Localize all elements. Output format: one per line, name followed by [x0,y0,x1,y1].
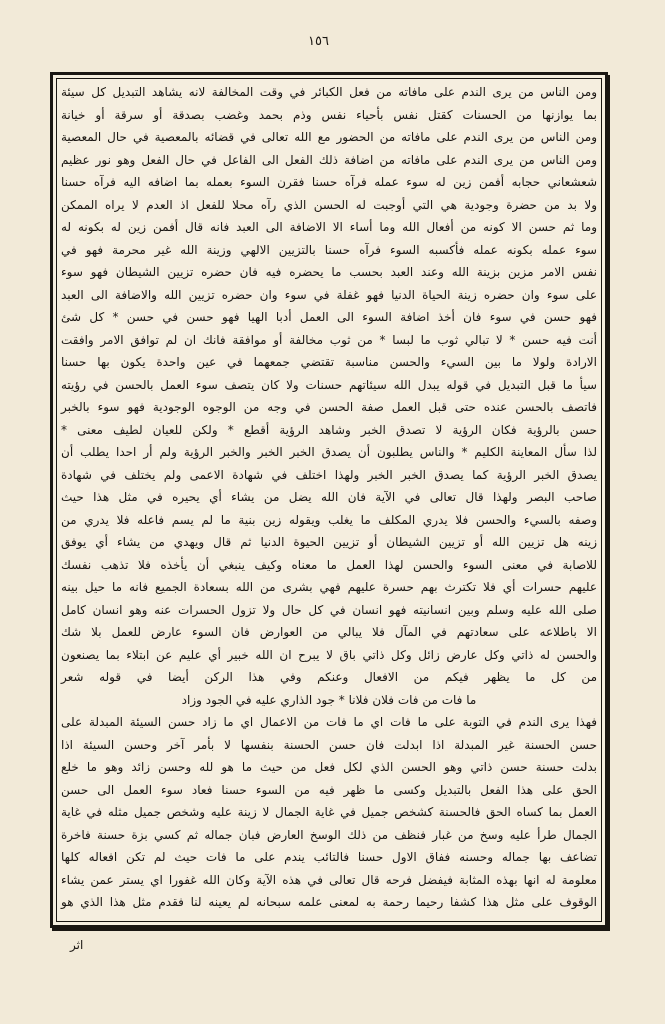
text-line: صلى الله عليه وسلم وبين انسانيته فهو انسان في كل حال ولا تزول الحسرات عنه وهو انسان كامل [61,602,597,617]
text-line: ومن الناس من يرى الندم على مافاته من الحضور مع الله تعالى في قضائه بالمعصية في حال المعصية [61,130,597,144]
text-line: وما ثم حسن الا كونه من أفعال الله وما أساء الا الاضافة الى العبد فانه قال أفمن زين له بكونه له [61,220,597,234]
text-line: يصدق الخبر الرؤية كما يصدق الخبر الخبر ولهذا اختلف في شهادة الاعمى ولم يختلف في شهادة [61,467,597,482]
text-line: عليهم حسرات أي فلا تكترث بهم حسرة عليهم فهي بشرى من الله بسعادة الجميع فانه ما حيل بينه [61,580,597,594]
text-line: صاحب البصر ولهذا قال تعالى في الآية فان الله يضل من يشاء أي يحيره في مثل هذا حيث [61,490,597,504]
text-line: فاتصف بالحسن عنده حتى قبل العمل صفة الحسن في وجه من الوجوه الوجودية فهو سوء بالخبر [61,400,597,414]
text-line: ومن الناس من يرى الندم على مافاته من اضافة ذلك الفعل الى الفاعل في حال الفعل وهو نور عظيم [61,152,597,167]
text-line: تضاعف بها جماله وحسنه ففاق الاول حسنا فالتائب يندم على ما فات حيث لم تكن افعاله كلها [61,850,597,864]
text-line: ولا بد من حضرة وجودية هي التي أوجبت له الحسن الذي رآه محلا للفعل اذ العدم لا يراه الممكن [61,197,597,212]
verse-line: ما فات من فات فلان فلانا * جود الذاري عليه في الجود وزاد [181,692,477,707]
text-line: العمل بما كساه الحق فالحسنة كشخص جميل في غاية الجمال لا زينة عليه وشخص جميل مثله في غاية [61,805,597,819]
text-line: وصفه بالسيء والحسن فلا يدري المكلف ما يغلب ويقوله زين بنية ما لم يسم فاعله فلا يدري من [61,512,597,527]
text-line: أنت فيه حسن * لا تبالي ثوب ما لبسا * من ثوب مخالفة أو موافقة فانك ان لم توافق الامر وافقت [61,332,597,347]
text-block [61,81,597,914]
text-line: بدلت حسنة حسن ذاتي وهو الحسن الذي لكل فعل من حيث ما هو لله وحسن زائد وهو ما خلع [61,760,597,774]
text-line: حسن الحسنة غير المبدلة اذا ابدلت فان حسن الحسنة بنفسها لا بأمر آخر وحسن السيئة اذا [61,737,597,752]
text-line: الارادة ولولا ما بين السيء والحسن مناسبة تقتضي جمعهما في عين واحدة يكون بها حسنا [61,355,597,369]
text-line: فهذا يرى الندم في التوبة على ما فات اي ما فات من الاعمال اي ما زاد حسن السيئة المبدلة على [61,715,597,729]
text-line: للاصابة في معنى السوء والحسن لهذا العمل ما معناه وكيف ينبغي أن يأخذه فلا تذهب نفسك [61,557,597,572]
text-line: معلومة له انها بهذه المثابة فيفضل فرحه قال تعالى في هذه الآية وكان الله غفورا اي يستر عمن يشاء [61,872,597,887]
text-line: الجمال طرأ عليه وسخ من غبار فنظف من ذلك الوسخ العارض فبان جماله ثم كسي بزة حسنة فاخرة [61,827,597,842]
text-line: ومن الناس من يرى الندم على مافاته من فعل الكبائر في وقت المخالفة لانه يشاهد التبديل كل سيئة [61,85,597,99]
text-line: على سوء وان حضره زينة الحياة الدنيا فهو غفلة في سوء وان حضره تزيين الله والاضافة الى العبد [61,287,597,302]
text-line: حسن بالرؤية فكان الرؤية لا تصدق الخبر وشاهد الرؤية أقطع * ولكن للعيان لطيف معنى * [61,422,597,437]
text-line: بما يوازنها من الحسنات كقتل نفس بأحياء نفس وذم بحمد وغضب بصدقة أو سرقة أو خيانة [61,107,597,122]
text-line: زينه هل تزيين الله أو تزيين الشيطان أو تزيين الحيوة الدنيا ثم قال ويهدي من يشاء أي يوفق [61,535,597,549]
text-line: شعشعاني حجابه أفمن زين له سوء عمله فرآه حسنا فقرن السوء بعمله بما اضافه اليه فرآه حسنا [61,175,597,189]
text-line: الوقوف على مثل هذا كشفا رحيما رحمة به لمعنى علمه سبحانه لم يعينه لنا فقدم مثل هذا الذي هو [61,895,597,909]
text-line: الا باطلاعه على سعادتهم في المآل فلا يبالي من العوارض فان السوء عارض للعمل بلا شك [61,625,597,639]
text-line: سوء عمله بكونه عمله فأكسبه السوء فرآه حسنا بالتزيين الالهي وزينة الله غير محرمة فهو في [61,242,597,257]
catchword: اثر [70,938,84,952]
text-line: لذا سأل المعاينة الكليم * والناس يطلبون أن يصدق الخبر الخبر والخبر الرؤية ولم أر احدا يطلب أن [61,445,597,459]
text-line: من كل ما يظهر فيكم من الافعال وعنكم وفي هذا الركن أيضا في قوله شعر [61,670,597,684]
text-frame [50,72,608,928]
text-line: سيأ ما قبل التبديل في قوله يبدل الله سيئاتهم حسنات ولا كان يتصف سوء العمل بالحسن في رؤيته [61,377,597,392]
text-line: والحسن له ذاتي وكل عارض زائل وكل ذاتي باق لا يبرح ان الله خبير أي عليم عن ابتلاء بما يصنعون [61,647,597,662]
page-number: ١٥٦ [308,34,329,49]
text-line: الحق على هذا الفعل بالتبديل وكسى ما ظهر فيه من السوء حسنا فعاد سوء العمل الى حسن [61,782,597,797]
text-line: نفس الامر مزين بزينة الله وعند العبد بحسب ما يحضره فيه فان حضره تزيين الشيطان فهو سوء [61,265,597,279]
text-line: فهو حسن في سوء فان أخذ اضافة السوء الى العمل أدبا الهيا فهو حسن في حسن * كل شئ [61,310,597,324]
